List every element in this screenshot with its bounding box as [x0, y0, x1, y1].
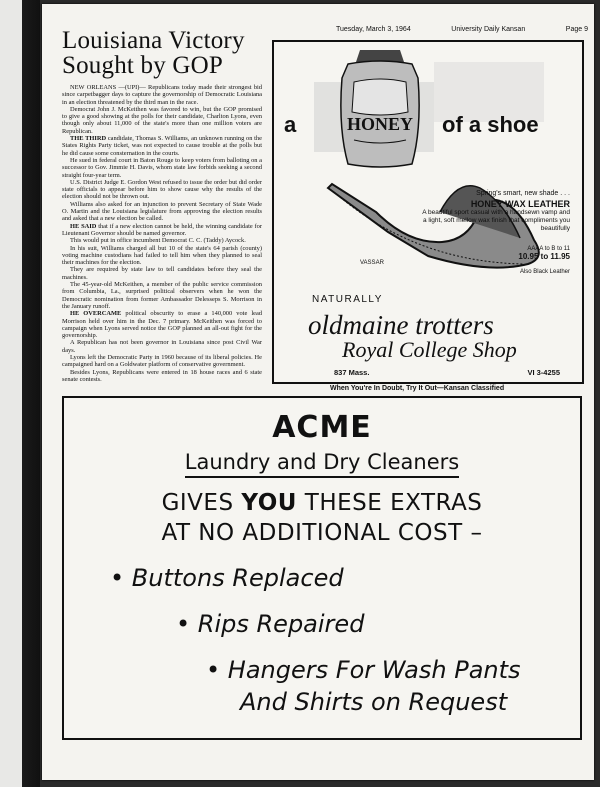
- brand-logo-text: oldmaine trotters: [308, 310, 494, 340]
- article-paragraph: They are required by state law to tell candidates before they seal the machines.: [62, 266, 262, 281]
- article-paragraph: Besides Lyons, Republicans were entered in 18 house races and 6 state senate contests.: [62, 368, 262, 383]
- article-paragraph: In his suit, Williams charged all but 10 of the state's 64 parish (county) voting machine custodians had failed to tell him when they planned to seal their machines for the election.: [62, 244, 262, 267]
- article-paragraph: This would put in office incumbent Democrat C. C. (Taddy) Aycock.: [70, 237, 246, 245]
- article-paragraph: NEW ORLEANS —(UPI)— Republicans today made their strongest bid since carpetbagger days to capture the governorship of Democratic Louisiana in an election threatened by the third man in the race.: [62, 84, 262, 106]
- headline-line-1: Louisiana Victory: [62, 27, 245, 54]
- jar-label-text: HONEY: [346, 114, 414, 134]
- header-paper: University Daily Kansan: [451, 26, 526, 33]
- acme-cleaners-advertisement: [62, 396, 582, 740]
- naturally-label: NATURALLY: [312, 294, 383, 305]
- headline-line-2: Sought by GOP: [62, 52, 223, 79]
- news-article: [62, 28, 262, 383]
- page-running-header: [336, 26, 588, 36]
- article-paragraph: THE THIRD candidate, Thomas S. Williams, an unknown running on the States Rights Party ticket, was not expected to cause trouble at the polls but he did cause some consternation in the courts.: [62, 135, 262, 157]
- copy-product: HONEY WAX LEATHER: [470, 198, 570, 209]
- store-phone: VI 3-4255: [527, 368, 560, 377]
- article-paragraph: U.S. District Judge E. Gordon West refused to issue the order but did order state officials to appear before him to show cause why the results of the election should not be thrown out.: [62, 178, 262, 201]
- honey-headline-b: of a shoe: [442, 112, 539, 137]
- article-paragraph: HE SAID that if a new election cannot be held, the winning candidate for Lieutenant Governor should be named governor.: [62, 222, 262, 237]
- copy-also: Also Black Leather: [519, 268, 570, 275]
- acme-bullet-hangers: • Hangers For Wash Pants: [206, 656, 521, 684]
- copy-sizes: AAAA to B to 11: [527, 245, 570, 252]
- acme-subtitle: Laundry and Dry Cleaners: [64, 450, 580, 474]
- acme-offer-line-2: AT NO ADDITIONAL COST –: [161, 520, 483, 546]
- acme-bullet-buttons: • Buttons Replaced: [110, 564, 344, 592]
- scan-edge-left: [0, 0, 40, 787]
- copy-desc: A beautiful sport casual with a handsewn vamp and a light, soft mellow wax finish that compliments you beautifully: [422, 208, 570, 232]
- classified-tagline: When You're In Doubt, Try It Out—Kansan Classified: [330, 385, 505, 392]
- honey-shoe-advertisement: [272, 40, 584, 384]
- copy-headline: Spring's smart, new shade . . .: [476, 190, 570, 197]
- acme-title: ACME: [272, 410, 372, 445]
- article-body: [62, 84, 262, 383]
- acme-bullet-shirts: And Shirts on Request: [240, 688, 508, 716]
- shoe-description: [420, 190, 570, 276]
- article-paragraph: The 45-year-old McKeithen, a member of the public service commission from Columbia, La., surprised political observers when he won the Democratic nomination from former Ambassador Delesseps S. Morrison in the January runoff.: [62, 281, 262, 310]
- acme-bullet-rips: • Rips Repaired: [176, 610, 365, 638]
- shoe-model-name: VASSAR: [360, 260, 384, 266]
- store-name: Royal College Shop: [342, 337, 517, 362]
- article-paragraph: Williams also asked for an injunction to prevent Secretary of State Wade O. Martin and the Louisiana legislature from approving the election results and asked that a new election be called.: [62, 200, 262, 223]
- article-paragraph: HE OVERCAME political obscurity to erase a 140,000 vote lead Morrison held over him in the Dec. 7 primary. McKeithen was forced to campaign when Lyons served notice the GOP planned an all-out fight for the governorship.: [62, 310, 262, 340]
- header-page-number: Page 9: [565, 26, 588, 33]
- article-paragraph: He sued in federal court in Baton Rouge to keep voters from balloting on a successor to Gov. Jimmie H. Davis, whom state law forbids seeking a second straight four-year term.: [62, 156, 262, 179]
- header-date: Tuesday, March 3, 1964: [336, 26, 411, 33]
- acme-offer-line-1: GIVES YOU THESE EXTRAS: [161, 490, 483, 516]
- copy-price: 10.95 to 11.95: [518, 252, 570, 261]
- article-paragraph: Lyons left the Democratic Party in 1960 because of its liberal policies. He campaigned hard on a Goldwater platform of conservative government.: [62, 353, 262, 369]
- article-paragraph: Democrat John J. McKeithen was favored to win, but the GOP promised to give a good showing at the polls for their candidate, Charlton Lyons, even though only about 11,000 of the state's more than one million voters are Republican.: [62, 105, 262, 135]
- store-address: 837 Mass.: [334, 368, 370, 377]
- honey-headline-a: a: [284, 112, 297, 137]
- article-headline: [62, 28, 262, 78]
- article-paragraph: A Republican has not been governor in Louisiana since post Civil War days.: [62, 339, 262, 354]
